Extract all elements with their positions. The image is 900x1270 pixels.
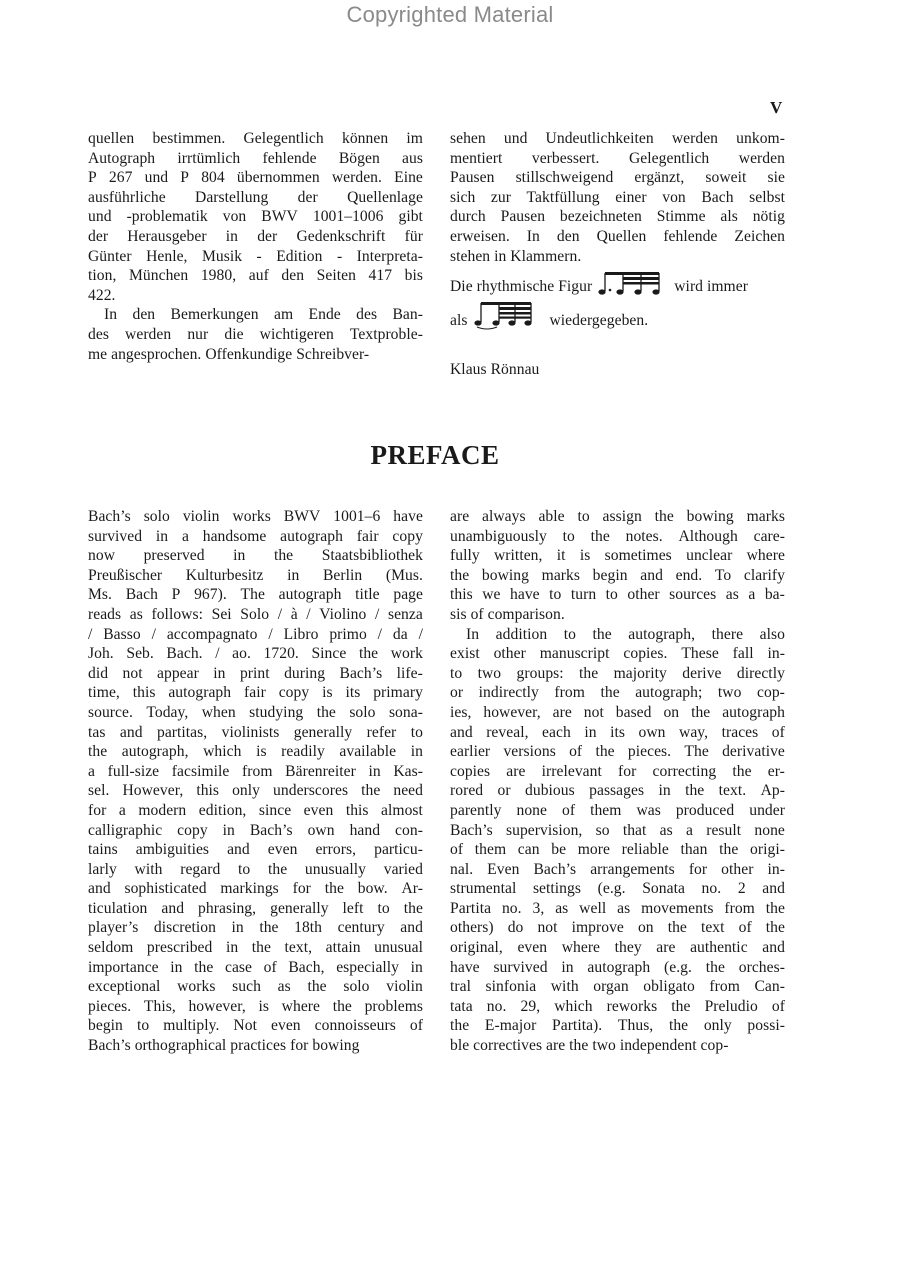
text-line: Bach’s orthographical practices for bowing	[88, 1037, 360, 1055]
text-line: und -problematik von BWV 1001–1006 gibt	[88, 208, 423, 226]
text-line: Ms. Bach P 967). The autograph title page	[88, 586, 423, 604]
text-line: P 267 und P 804 übernommen werden. Eine	[88, 169, 423, 187]
german-text-left-column	[88, 129, 423, 364]
text-line: stehen in Klammern.	[450, 247, 582, 265]
text-line: rored or dubious passages in the text. Ap-	[450, 782, 785, 800]
text-line: strumental settings (e.g. Sonata no. 2 and	[450, 880, 785, 898]
text-line: nal. Even Bach’s arrangements for other in-	[450, 860, 785, 878]
text-line: ausführliche Darstellung der Quellenlage	[88, 188, 423, 206]
figure-line-1-before: Die rhythmische Figur	[450, 277, 593, 295]
text-line: have survived in autograph (e.g. the orches-	[450, 958, 785, 976]
text-line: importance in the case of Bach, especially in	[88, 958, 423, 976]
figure-line-2-after: wiedergegeben.	[549, 311, 649, 329]
text-line: tion, München 1980, auf den Seiten 417 bis	[88, 267, 423, 285]
text-line: Bach’s solo violin works BWV 1001–6 have	[88, 508, 423, 525]
figure-line-1-after: wird immer	[674, 277, 748, 295]
section-heading: PREFACE	[370, 440, 500, 470]
text-line: mentiert verbessert. Gelegentlich werden	[450, 149, 785, 167]
text-line: Autograph irrtümlich fehlende Bögen aus	[88, 149, 423, 167]
rhythm-figure-original-icon	[598, 270, 668, 296]
text-line: calligraphic copy in Bach’s own hand con-	[88, 821, 423, 839]
rhythm-figure-rendered-icon	[471, 300, 545, 330]
text-line: time, this autograph fair copy is its primary	[88, 684, 423, 702]
rhythm-figure-line-1	[450, 270, 785, 296]
text-line: and reveal, each in its own way, traces of	[450, 723, 785, 741]
text-line: ble correctives are the two independent cop-	[450, 1037, 729, 1055]
text-line: unambiguously to the notes. Although care-	[450, 527, 785, 545]
text-line: parently none of them was produced under	[450, 801, 785, 819]
text-line: tral sinfonia with organ obligato from Can-	[450, 978, 785, 996]
english-text-right-column	[450, 507, 785, 1056]
text-line: tains ambiguities and even errors, particu-	[88, 841, 423, 859]
text-line: seldom prescribed in the text, attain unusual	[88, 939, 423, 957]
text-line: now preserved in the Staatsbibliothek	[88, 547, 423, 565]
figure-line-2-before: als	[450, 311, 468, 329]
text-line: source. Today, when studying the solo sona-	[88, 703, 423, 721]
text-line: Günter Henle, Musik - Edition - Interpreta-	[88, 247, 423, 265]
text-line: sis of comparison.	[450, 605, 565, 623]
text-line: fully written, it is sometimes unclear where	[450, 547, 785, 565]
text-line: this we have to turn to other sources as a ba-	[450, 586, 785, 604]
text-line: durch Pausen bezeichneten Stimme als nötig	[450, 208, 785, 226]
rhythm-figure-line-2	[450, 300, 785, 330]
text-line: des werden nur die wichtigeren Textproble-	[88, 325, 423, 343]
text-line: tas and partitas, violinists generally refer to	[88, 723, 423, 741]
text-line: player’s discretion in the 18th century and	[88, 919, 423, 937]
text-line: original, even where they are authentic and	[450, 939, 785, 957]
text-line: / Basso / accompagnato / Libro primo / da /	[88, 625, 423, 643]
text-line: sel. However, this only underscores the need	[88, 782, 423, 800]
text-line: sehen und Undeutlichkeiten werden unkom-	[450, 130, 785, 147]
text-line: of them can be more reliable than the origi-	[450, 841, 785, 859]
text-line: the autograph, which is readily available in	[88, 743, 423, 761]
text-line: erweisen. In den Quellen fehlende Zeichen	[450, 227, 785, 245]
text-line: a full-size facsimile from Bärenreiter in Kas-	[88, 762, 423, 780]
text-line: quellen bestimmen. Gelegentlich können im	[88, 130, 423, 147]
text-line: the bowing marks begin and end. To clarify	[450, 566, 785, 584]
text-line: Bach’s supervision, so that as a result none	[450, 821, 785, 839]
page-number: V	[770, 98, 783, 117]
text-line: begin to multiply. Not even connoisseurs of	[88, 1017, 423, 1035]
signature: Klaus Rönnau	[450, 361, 540, 379]
text-line: Preußischer Kulturbesitz in Berlin (Mus.	[88, 566, 423, 584]
text-line: In addition to the autograph, there also	[466, 625, 785, 643]
text-line: others) do not improve on the text of the	[450, 919, 785, 937]
text-line: survived in a handsome autograph fair copy	[88, 527, 423, 545]
text-line: exist other manuscript copies. These fall in-	[450, 645, 785, 663]
text-line: Partita no. 3, as well as movements from the	[450, 899, 785, 917]
text-line: exceptional works such as the solo violin	[88, 978, 423, 996]
text-line: In den Bemerkungen am Ende des Ban-	[104, 306, 423, 324]
german-text-right-column	[450, 129, 785, 380]
text-line: tata no. 29, which reworks the Preludio of	[450, 997, 785, 1015]
text-line: 422.	[88, 286, 116, 304]
text-line: the E-major Partita). Thus, the only possi-	[450, 1017, 785, 1035]
text-line: for a modern edition, since even this almost	[88, 801, 423, 819]
copyright-watermark: Copyrighted Material	[346, 2, 554, 27]
text-line: Pausen stillschweigend ergänzt, soweit sie	[450, 169, 785, 187]
english-text-left-column	[88, 507, 423, 1056]
text-line: reads as follows: Sei Solo / à / Violino / senza	[88, 605, 423, 623]
text-line: pieces. This, however, is where the problems	[88, 997, 423, 1015]
text-line: or indirectly from the autograph; two cop-	[450, 684, 785, 702]
text-line: and sophisticated markings for the bow. Ar-	[88, 880, 423, 898]
text-line: did not appear in print during Bach’s life-	[88, 664, 423, 682]
text-line: der Herausgeber in der Gedenkschrift für	[88, 227, 423, 245]
text-line: me angesprochen. Offenkundige Schreibver-	[88, 345, 370, 363]
text-line: to two groups: the majority derive directly	[450, 664, 785, 682]
text-line: copies are irrelevant for correcting the er-	[450, 762, 785, 780]
text-line: ies, however, are not based on the autograph	[450, 703, 785, 721]
text-line: sich zur Taktfüllung einer von Bach selbst	[450, 188, 785, 206]
text-line: ticulation and phrasing, generally left to the	[88, 899, 423, 917]
text-line: are always able to assign the bowing marks	[450, 508, 785, 525]
text-line: larly with regard to the unusually varied	[88, 860, 423, 878]
text-line: Joh. Seb. Bach. / ao. 1720. Since the work	[88, 645, 423, 663]
text-line: earlier versions of the pieces. The derivative	[450, 743, 785, 761]
